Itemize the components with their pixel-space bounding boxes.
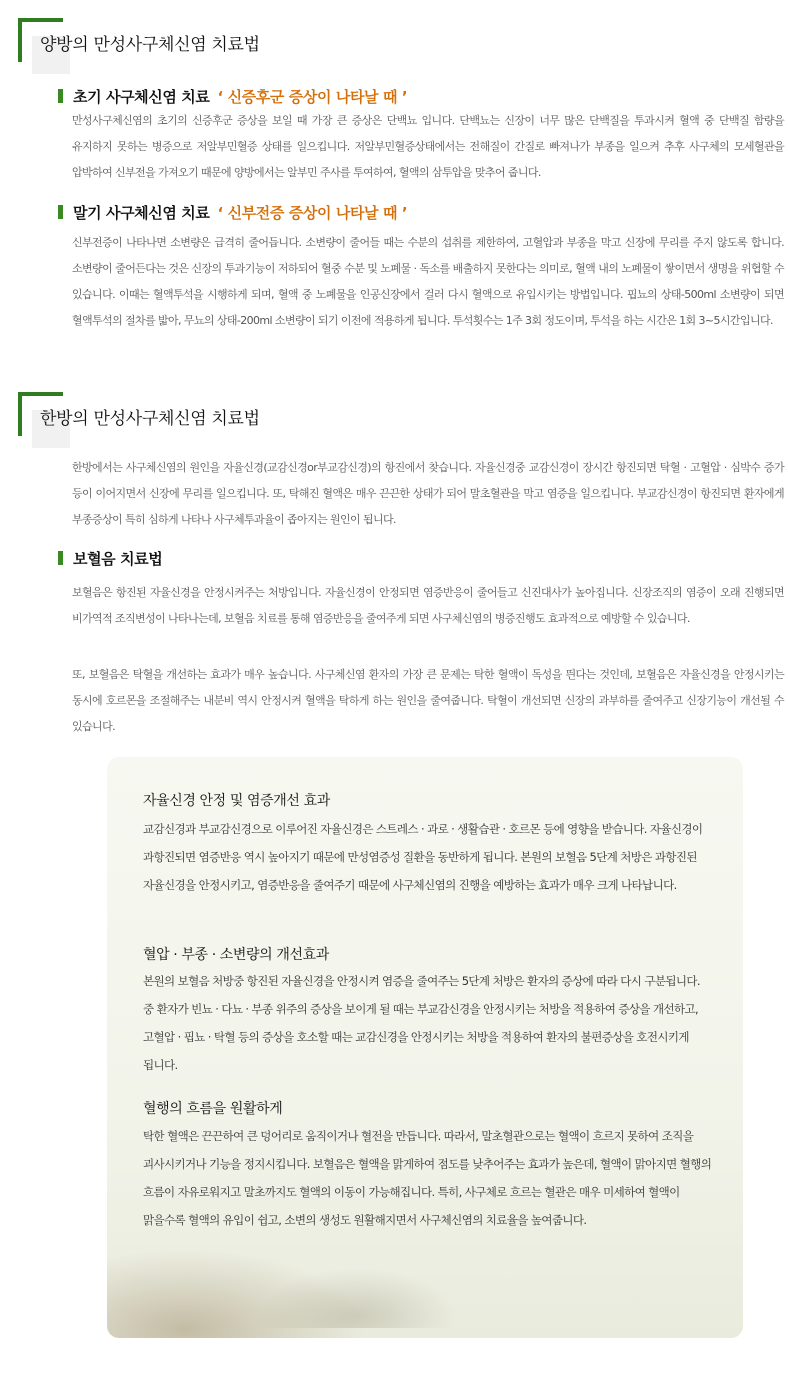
- effect-text: 교감신경과 부교감신경으로 이루어진 자율신경은 스트레스 · 과로 · 생활습관 · 호르몬 등에 영향을 받습니다. 자율신경이 과항진되면 염증반응 역시 높아지기 때문에 만성염증성 질환을 동반하게 됩니다. 본원의 보혈음 5단계 처방은 과항진된 자율신경을 안정시키고, 염증반응을 줄여주기 때문에 사구체신염의 진행을 예방하는 효과가 매우 크게 나타납니다.: [143, 822, 703, 892]
- effect-title: 자율신경 안정 및 염증개선 효과: [143, 793, 330, 809]
- effect-text: 탁한 혈액은 끈끈하여 큰 덩어리로 움직이거나 혈전을 만듭니다. 따라서, 말초혈관으로는 혈액이 흐르지 못하여 조직을 괴사시키거나 기능을 정지시킵니다. 보혈음은 혈액을 맑게하여 점도를 낮추어주는 효과가 높은데, 혈액이 맑아지면 혈행의 흐름이 자유로워지고 말초까지도 혈액의 이동이 가능해집니다. 특히, 사구체로 흐르는 혈관은 매우 미세하여 혈액이 맑을수록 혈액의 유입이 쉽고, 소변의 생성도 원활해지면서 사구체신염의 치료율을 높여줍니다.: [143, 1129, 712, 1227]
- paragraph-late-treatment: 신부전증이 나타나면 소변량은 급격히 줄어듭니다. 소변량이 줄어들 때는 수분의 섭취를 제한하여, 고혈압과 부종을 막고 신장에 무리를 주지 않도록 합니다. 소변량이 줄어든다는 것은 신장의 투과기능이 저하되어 혈중 수분 및 노폐물 · 독소를 배출하지 못한다는 의미로, 혈액 내의 노폐물이 쌓이면서 생명을 위협할 수 있습니다. 이때는 혈액투석을 시행하게 되며, 혈액 중 노폐물을 인공신장에서 걸러 다시 혈액으로 유입시키는 방법입니다. 핍뇨의 상태-500ml 소변량이 되면 혈액투석의 절차를 밟아, 무뇨의 상태-200ml 소변량이 되기 이전에 적용하게 됩니다. 투석횟수는 1주 3회 정도이며, 투석을 하는 시간은 1회 3~5시간입니다.: [72, 236, 784, 327]
- subheading-highlight: ‘ 신부전증 증상이 나타날 때 ’: [217, 204, 408, 222]
- corner-decoration: [18, 392, 63, 396]
- bullet-bar: [58, 551, 63, 565]
- section-heading: 양방의 만성사구체신염 치료법: [40, 35, 260, 55]
- effect-title: 혈행의 흐름을 원활하게: [143, 1101, 283, 1117]
- corner-decoration: [18, 18, 22, 62]
- corner-decoration: [18, 392, 22, 436]
- effects-panel: [107, 757, 743, 1338]
- paragraph-oriental-intro: 한방에서는 사구체신염의 원인을 자율신경(교감신경or부교감신경)의 항진에서 찾습니다. 자율신경중 교감신경이 장시간 항진되면 탁혈 · 고혈압 · 심박수 증가 등이 이어지면서 신장에 무리를 일으킵니다. 또, 탁해진 혈액은 매우 끈끈한 상태가 되어 말초혈관을 막고 염증을 일으킵니다. 부교감신경이 항진되면 환자에게 부종증상이 특히 심하게 나타나 사구체투과율이 좁아지는 원인이 됩니다.: [72, 461, 784, 526]
- paragraph-bohyeol-1: 보혈음은 항진된 자율신경을 안정시켜주는 처방입니다. 자율신경이 안정되면 염증반응이 줄어들고 신진대사가 높아집니다. 신장조직의 염증이 오래 진행되면 비가역적 조직변성이 나타나는데, 보혈음 치료를 통해 염증반응을 줄여주게 되면 사구체신염의 병증진행도 효과적으로 예방할 수 있습니다.: [72, 586, 784, 625]
- bullet-bar: [58, 89, 63, 103]
- paragraph-bohyeol-2: 또, 보혈음은 탁혈을 개선하는 효과가 매우 높습니다. 사구체신염 환자의 가장 큰 문제는 탁한 혈액이 독성을 띈다는 것인데, 보혈음은 자율신경을 안정시키는 동시에 호르몬을 조절해주는 내분비 역시 안정시켜 혈액을 탁하게 하는 원인을 줄여줍니다. 탁혈이 개선되면 신장의 과부하를 줄여주고 신장기능이 개선될 수 있습니다.: [72, 668, 784, 733]
- section-heading: 한방의 만성사구체신염 치료법: [40, 409, 260, 429]
- subheading-label: 초기 사구체신염 치료: [73, 88, 210, 106]
- paragraph-early-treatment: 만성사구체신염의 초기의 신증후군 증상을 보일 때 가장 큰 증상은 단백뇨 입니다. 단백뇨는 신장이 너무 많은 단백질을 투과시켜 혈액 중 단백질 함량을 유지하지 못하는 병증으로 저알부민혈증 상태를 일으킵니다. 저알부민혈증상태에서는 전해질이 간질로 빠져나가 부종을 일으켜 추후 사구체의 모세혈관을 압박하여 신부전을 가져오기 때문에 양방에서는 알부민 주사를 투여하여, 혈액의 삼투압을 맞추어 줍니다.: [72, 114, 784, 179]
- subheading-bohyeol: [58, 548, 162, 569]
- bullet-bar: [58, 205, 63, 219]
- subheading-highlight: ‘ 신증후군 증상이 나타날 때 ’: [217, 88, 408, 106]
- subheading-label: 보혈음 치료법: [73, 550, 163, 568]
- corner-decoration: [18, 18, 63, 22]
- effect-title: 혈압 · 부종 · 소변량의 개선효과: [143, 947, 329, 963]
- subheading-label: 말기 사구체신염 치료: [73, 204, 210, 222]
- effect-text: 본원의 보혈음 처방중 항진된 자율신경을 안정시켜 염증을 줄여주는 5단계 처방은 환자의 증상에 따라 다시 구분됩니다. 중 환자가 빈뇨 · 다뇨 · 부종 위주의 증상을 보이게 될 때는 부교감신경을 안정시키는 처방을 적용하여 증상을 개선하고, 고혈압 · 핍뇨 · 탁혈 등의 증상을 호소할 때는 교감신경을 안정시키는 처방을 적용하여 환자의 불편증상을 호전시키게 됩니다.: [143, 974, 700, 1072]
- herb-decoration-image: [257, 1268, 457, 1328]
- subheading-late-treatment: [58, 202, 407, 223]
- subheading-early-treatment: [58, 86, 407, 107]
